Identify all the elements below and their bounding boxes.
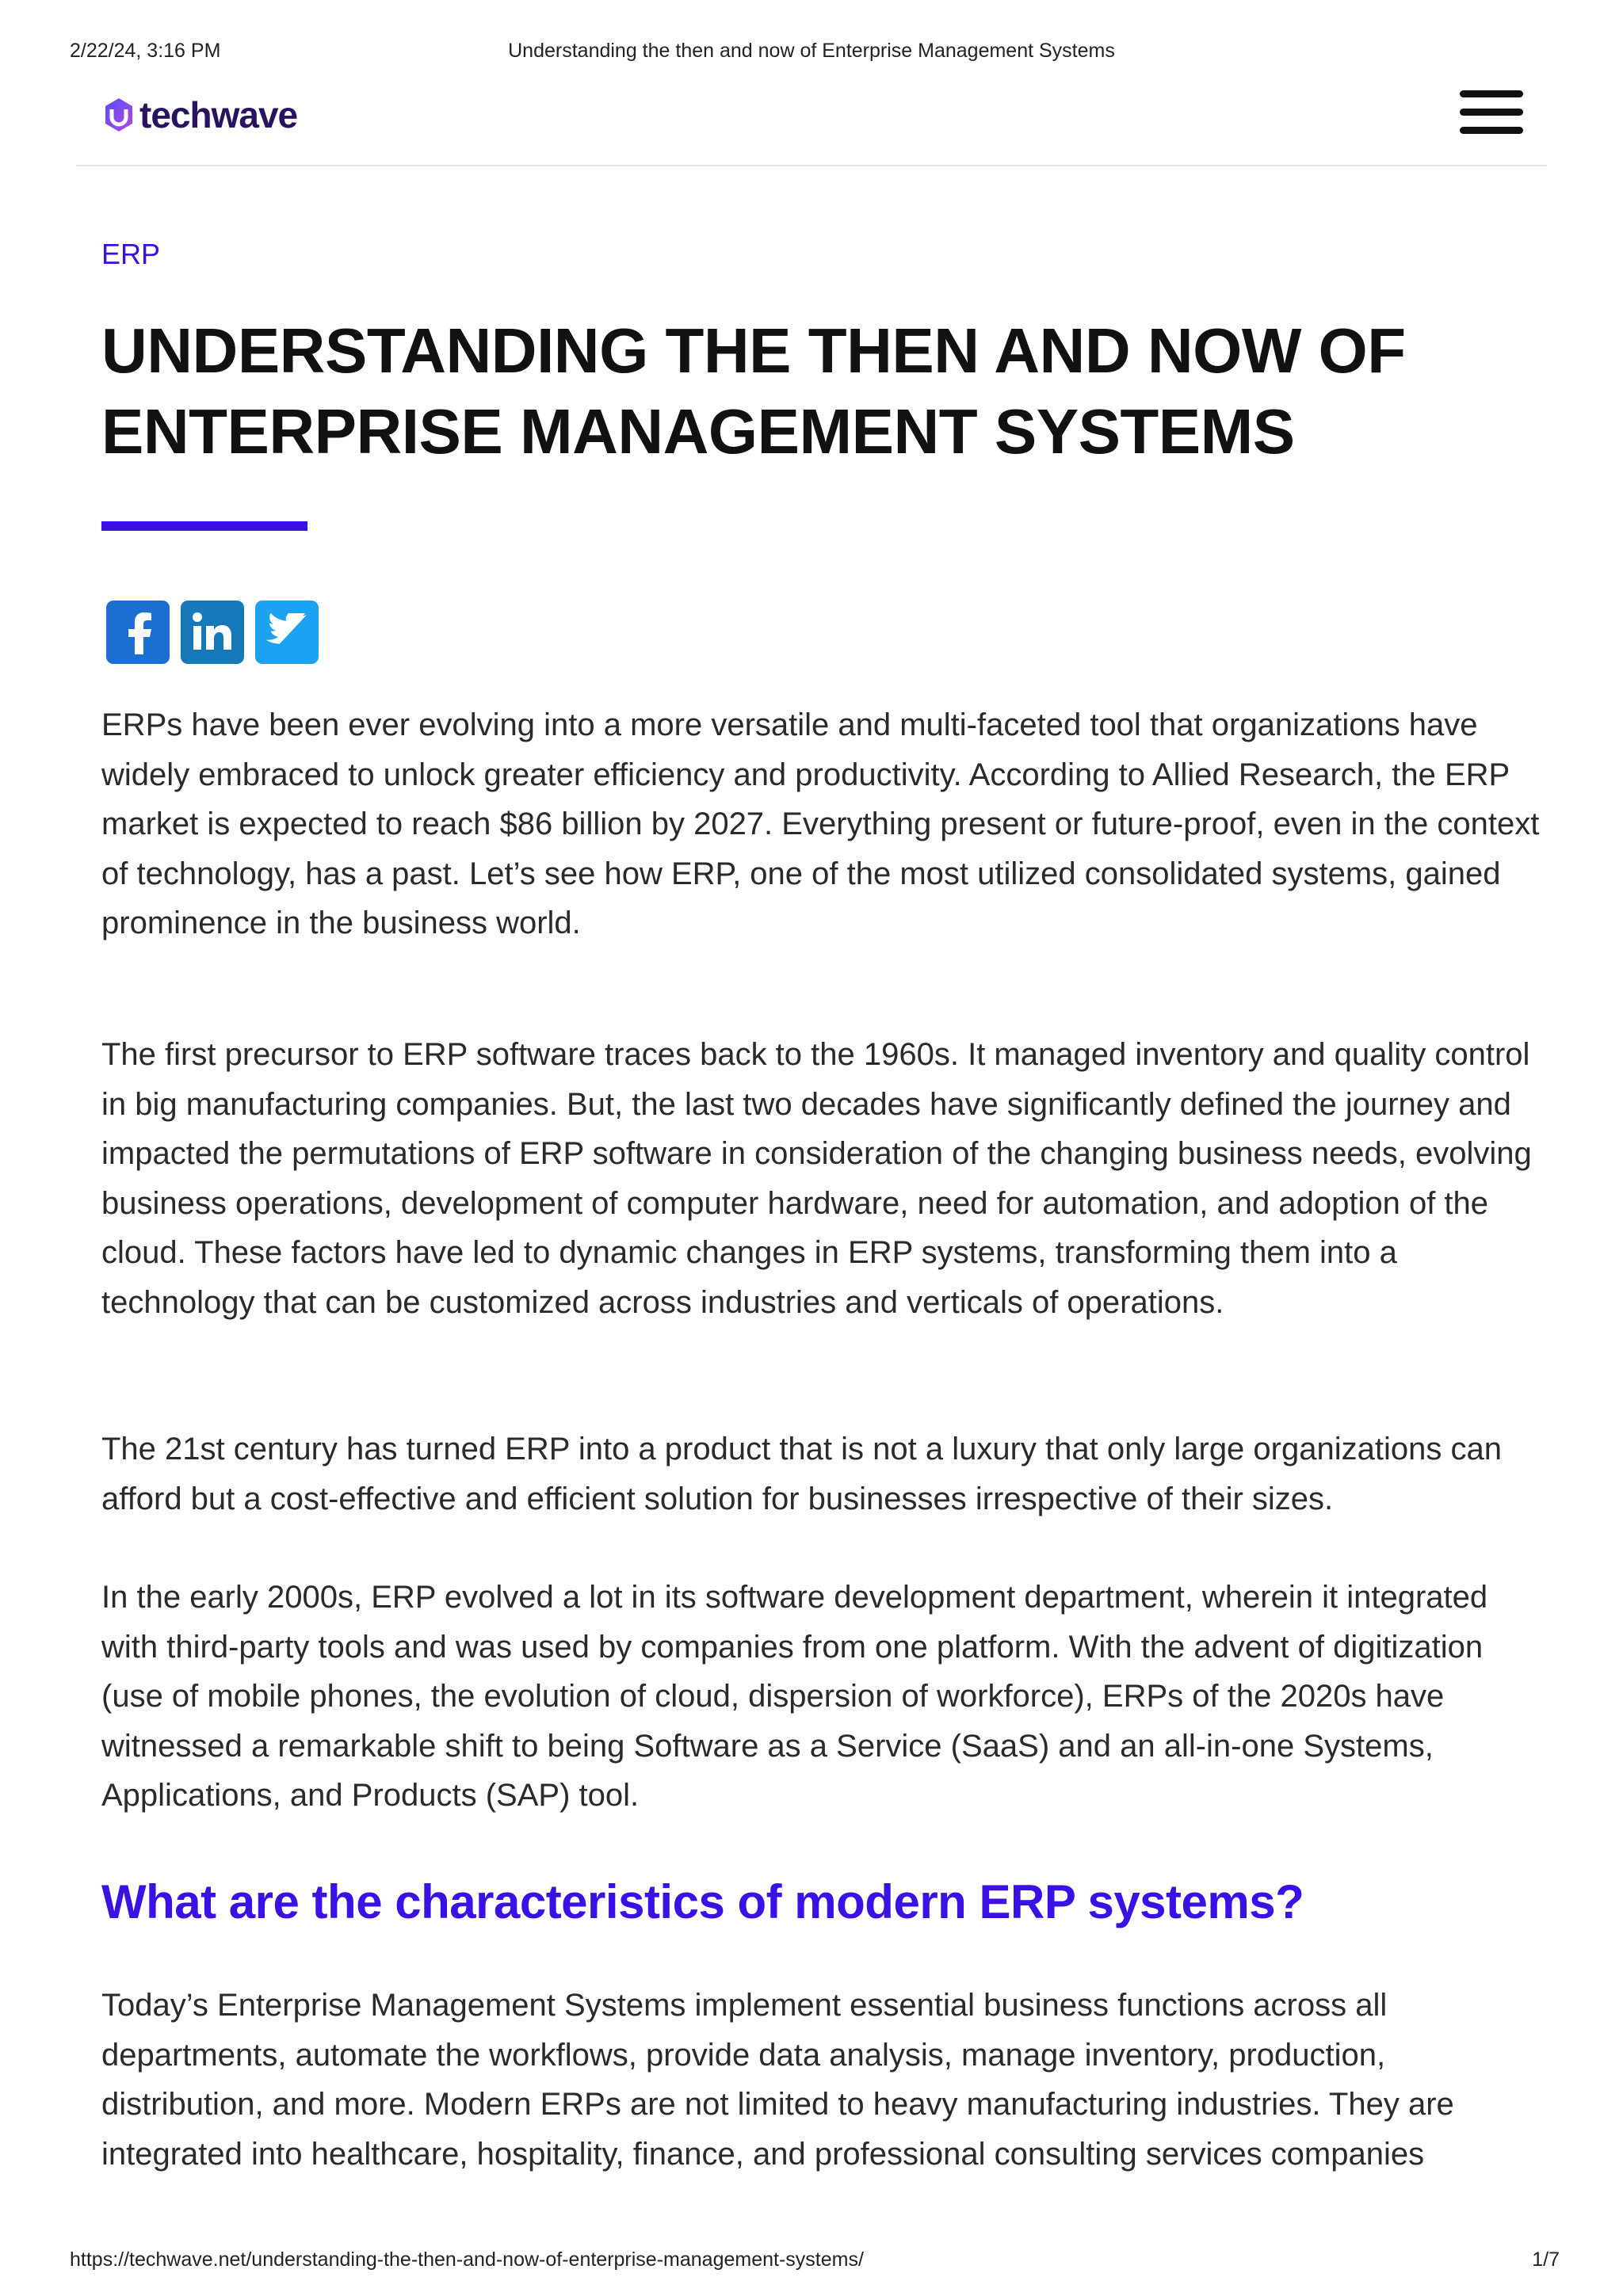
facebook-icon[interactable] bbox=[106, 601, 170, 664]
twitter-icon[interactable] bbox=[255, 601, 319, 664]
print-page-title: Understanding the then and now of Enterprise Management Systems bbox=[508, 40, 1115, 62]
category-link[interactable]: ERP bbox=[101, 238, 161, 270]
print-page-number: 1/7 bbox=[1532, 2248, 1560, 2271]
article-paragraph: The 21st century has turned ERP into a product that is not a luxury that only large organizations can afford but a cost-effective and efficient solution for businesses irrespective of their sizes. bbox=[101, 1432, 1502, 1516]
site-header bbox=[76, 79, 1547, 166]
article-paragraph: The first precursor to ERP software traces back to the 1960s. It managed inventory and quality control in big manufacturing companies. But, the last two decades have significantly defined the journey and impacted the permutations of ERP software in consideration of the changing business needs, evolving business operations, development of computer hardware, need for automation, and adoption of the cloud. These factors have led to dynamic changes in ERP systems, transforming them into a technology that can be customized across industries and verticals of operations. bbox=[101, 1037, 1532, 1320]
hamburger-menu-icon[interactable] bbox=[1460, 90, 1523, 139]
linkedin-icon[interactable] bbox=[181, 601, 244, 664]
article-title: UNDERSTANDING THE THEN AND NOW OF ENTERPRISE MANAGEMENT SYSTEMS bbox=[101, 315, 1406, 467]
section-heading: What are the characteristics of modern ERP systems? bbox=[101, 1875, 1304, 1928]
article-paragraph: Today’s Enterprise Management Systems implement essential business functions across all departments, automate the workflows, provide data analysis, manage inventory, production, distribution, and more. Modern ERPs are not limited to heavy manufacturing industries. They are integrated into healthcare, hospitality, finance, and professional consulting services companies bbox=[101, 1988, 1454, 2172]
logo-wordmark: techwave bbox=[139, 94, 298, 135]
title-underline bbox=[101, 521, 307, 531]
article-paragraph: In the early 2000s, ERP evolved a lot in its software development department, wherein it integrated with third-party tools and was used by companies from one platform. With the advent of digitization (use of mobile phones, the evolution of cloud, dispersion of workforce), ERPs of the 2020s have witnessed a remarkable shift to being Software as a Service (SaaS) and an all-in-one Systems, Applications, and Products (SAP) tool. bbox=[101, 1580, 1488, 1813]
print-footer bbox=[0, 2248, 1623, 2274]
print-url: https://techwave.net/understanding-the-then-and-now-of-enterprise-management-systems/ bbox=[70, 2248, 864, 2271]
article-paragraph: ERPs have been ever evolving into a more versatile and multi-faceted tool that organizations have widely embraced to unlock greater efficiency and productivity. According to Allied Research, the ERP market is expected to reach $86 billion by 2027. Everything present or future-proof, even in the context of technology, has a past. Let’s see how ERP, one of the most utilized consolidated systems, gained prominence in the business world. bbox=[101, 707, 1540, 940]
print-header bbox=[0, 40, 1623, 65]
social-share-bar bbox=[106, 601, 319, 664]
site-logo[interactable] bbox=[103, 93, 297, 136]
techwave-hexagon-logo-icon bbox=[103, 97, 135, 133]
print-date: 2/22/24, 3:16 PM bbox=[70, 40, 221, 62]
